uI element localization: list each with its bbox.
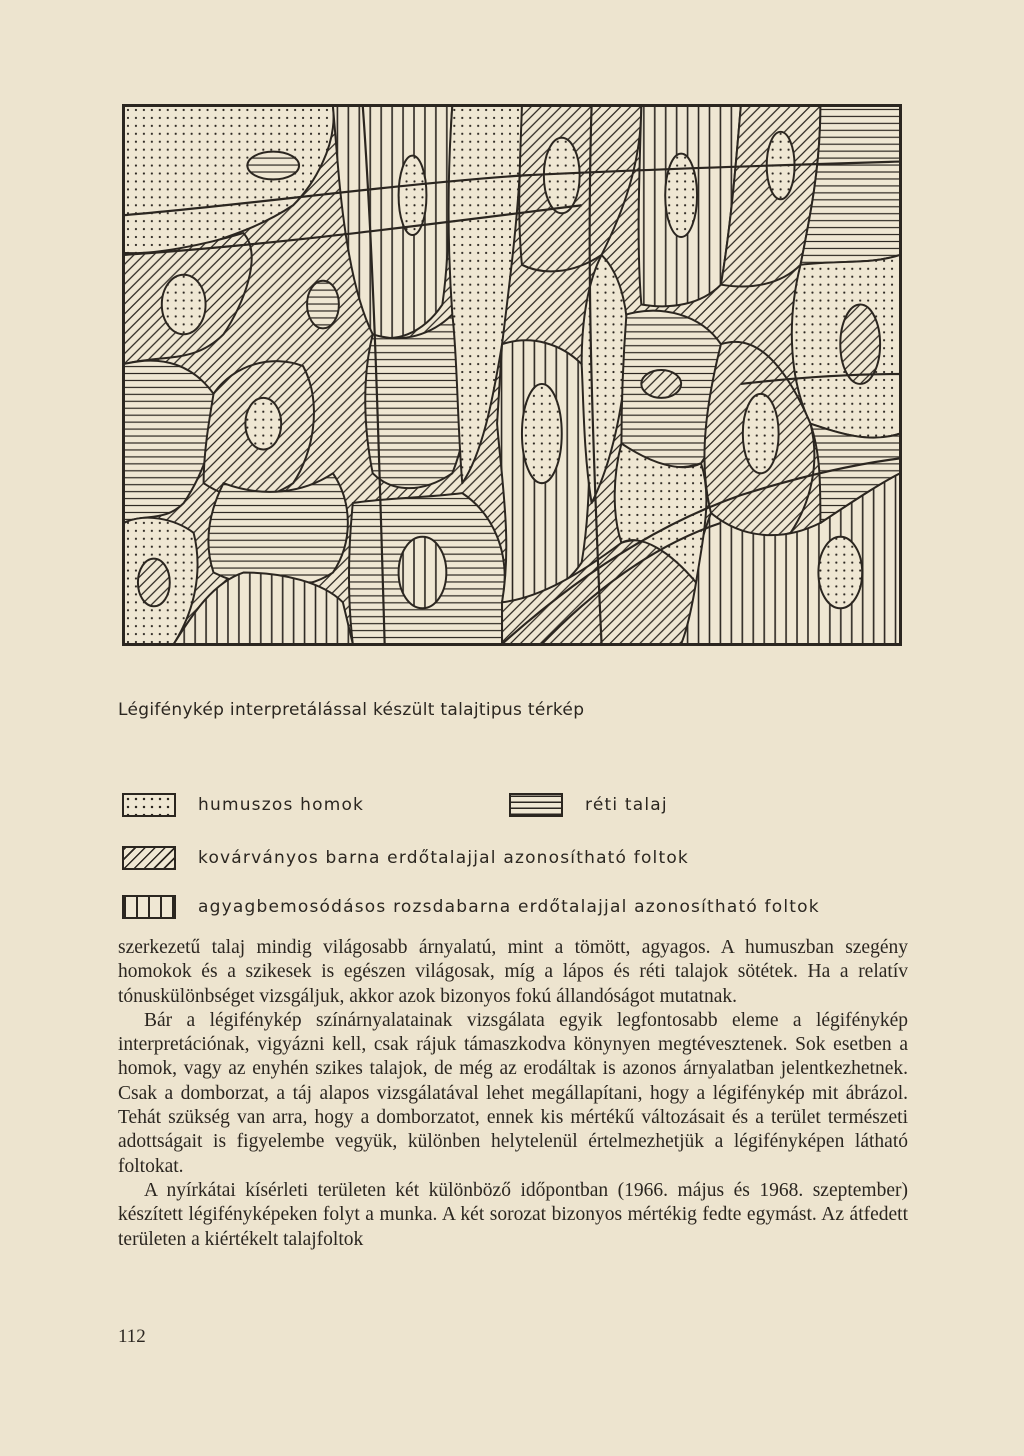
legend-label: agyagbemosódásos rozsdabarna erdőtalajjal azonosítható foltok: [198, 897, 820, 917]
legend-label: réti talaj: [585, 795, 668, 815]
paragraph: A nyírkátai kísérleti területen két különböző időpontban (1966. május és 1968. szeptember) készített légifényképeken folyt a munka. A két sorozat bizonyos mértékig fedte egymást. Az átfedett területen a kiértékelt talajfoltok: [118, 1179, 908, 1250]
horizontal-lines-swatch: [509, 793, 563, 817]
legend-item-brown-forest-soil: [122, 846, 689, 870]
legend-label: kovárványos barna erdőtalajjal azonosítható foltok: [198, 848, 689, 868]
vertical-lines-swatch: [122, 895, 176, 919]
paragraph: szerkezetű talaj mindig világosabb árnyalatú, mint a tömött, agyagos. A humuszban szegény homokok és a szikesek is egészen világosak, míg a lápos és réti talajok sötétek. Ha a relatív tónuskülönbséget vizsgáljuk, akkor azok bizonyos fokú állandóságot mutatnak.: [118, 937, 908, 1007]
diagonal-hatch-swatch: [122, 846, 176, 870]
legend-item-humic-sand: [122, 793, 364, 817]
legend-item-rusty-brown-forest-soil: [122, 895, 820, 919]
dotted-pattern-swatch: [122, 793, 176, 817]
body-text: [118, 936, 908, 1252]
paragraph: Bár a légifénykép színárnyalatainak vizsgálata egyik legfontosabb eleme a légifénykép interpretációnak, vigyázni kell, csak rájuk támaszkodva könynyen megtévesztenek. Sok esetben a homok, vagy az enyhén szikes talajok, de még az erodáltak is azonos árnyalatban jelentkezhetnek. Csak a domborzat, a táj alapos vizsgálatával lehet megállapítani, hogy a légifénykép mit ábrázol. Tehát szükség van arra, hogy a domborzatot, ennek kis mértékű változásait és a terület természeti adottságait is figyelembe vegyük, különben helytelenül értelmezhetjük a légifényképen látható foltokat.: [118, 1009, 908, 1177]
soil-type-map: [122, 104, 902, 646]
legend-label: humuszos homok: [198, 795, 365, 815]
page-number: 112: [118, 1326, 146, 1347]
map-caption: Légifénykép interpretálással készült talajtipus térkép: [118, 700, 585, 720]
legend-item-meadow-soil: [509, 793, 668, 817]
